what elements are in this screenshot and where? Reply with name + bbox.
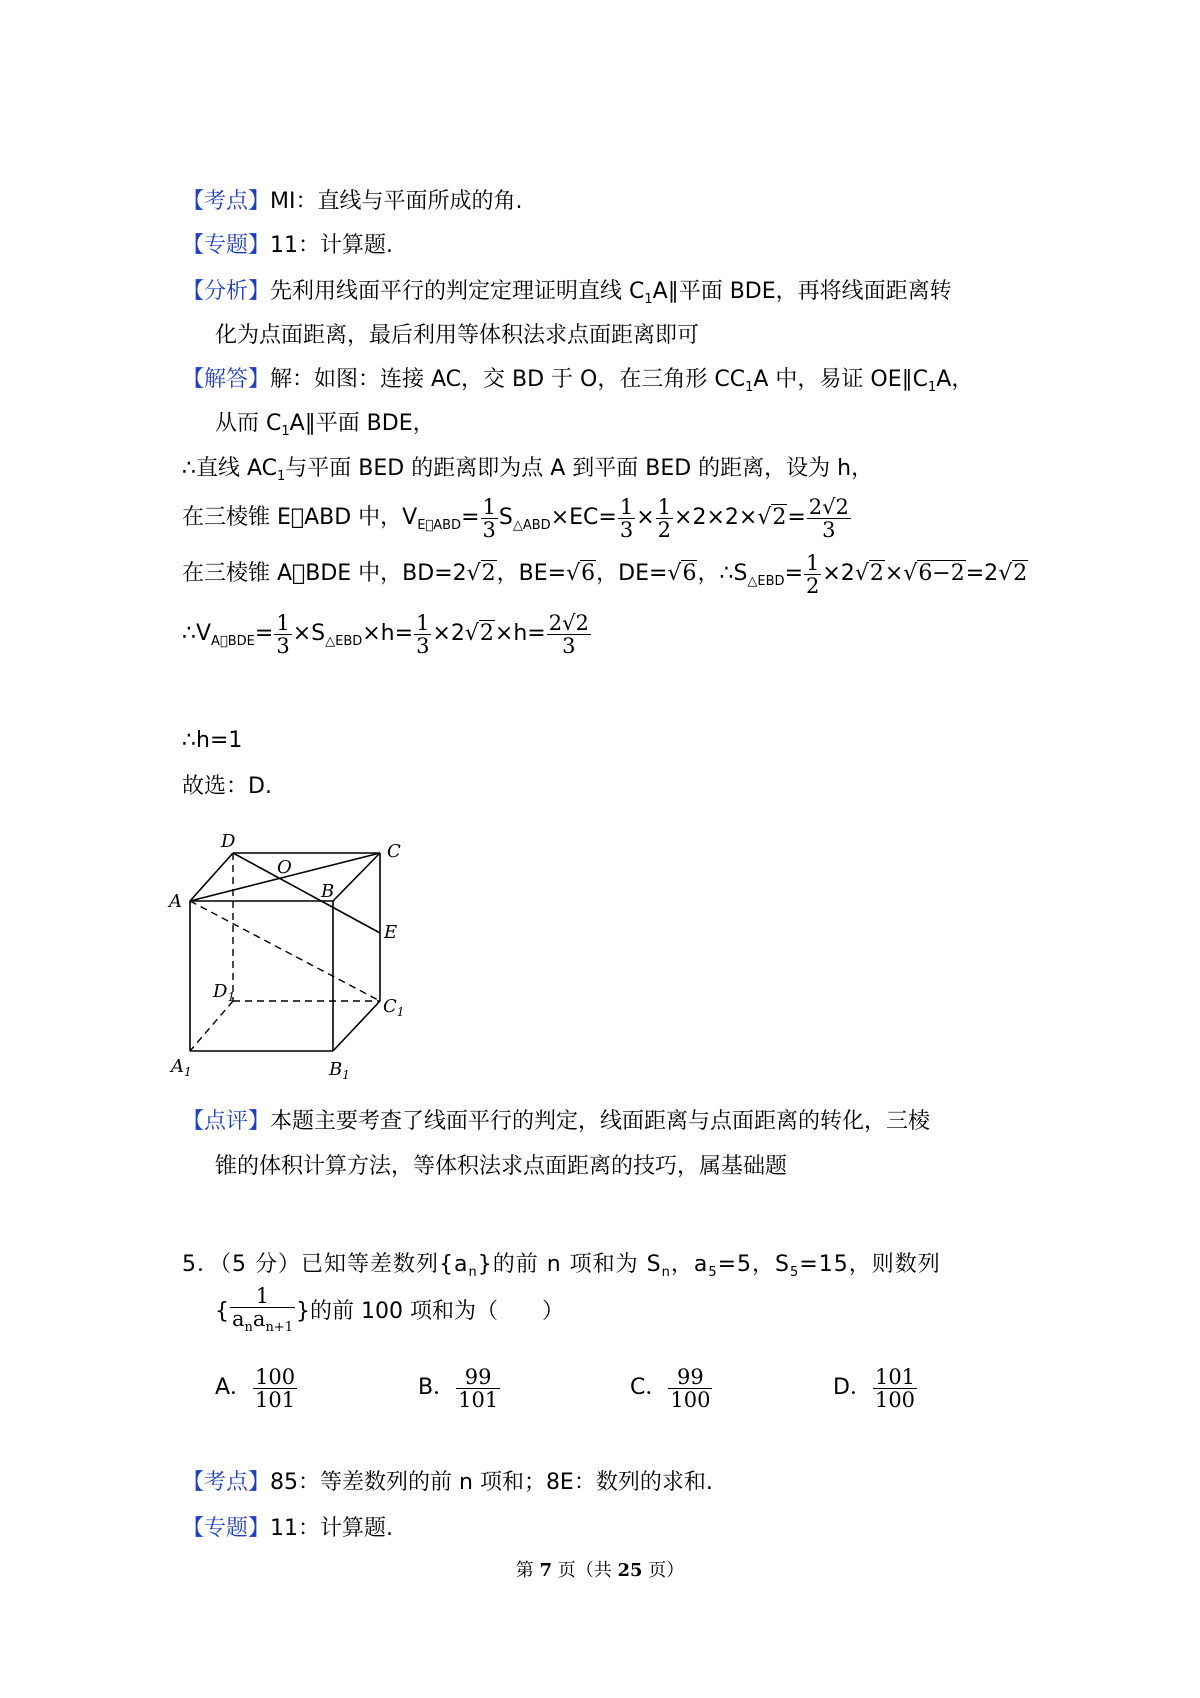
fraction-one-half: $\frac{1}{2}$: [657, 494, 672, 542]
sqrt-6: √6: [566, 561, 596, 586]
label-A: A: [169, 891, 182, 912]
question-5-line-2: [215, 1284, 564, 1340]
line6-d: ×h=: [362, 621, 414, 646]
fraction-one-third: $\frac{1}{3}$: [482, 494, 496, 542]
option-a-label: A．: [215, 1375, 253, 1400]
footer-middle: 页（共: [552, 1560, 618, 1581]
line6-sub: A￿BDE: [211, 634, 255, 649]
line4-d: ×2×2×: [674, 505, 758, 530]
line5-c: ，DE=: [596, 561, 668, 586]
option-d-label: D．: [833, 1375, 872, 1400]
fenxi-line: [182, 277, 952, 315]
zhuanti-text-2: 11：计算题.: [270, 1516, 394, 1541]
question-5-stem: [182, 1250, 941, 1288]
line4-sub2: △ABD: [512, 518, 551, 533]
dianping-text-b: 锥的体积计算方法，等体积法求点面距离的技巧，属基础题: [215, 1154, 788, 1179]
fenxi-text-b: A∥平面 BDE，再将线面距离转: [652, 279, 952, 304]
sqrt-6: √6: [667, 561, 697, 586]
label-B: B: [321, 881, 335, 902]
sub-1: 1: [281, 424, 290, 439]
line6-b: =: [254, 621, 274, 646]
q5-e: =15，则数列: [799, 1252, 941, 1277]
option-c-fraction: $\frac{99}{100}$: [670, 1364, 711, 1412]
sub-5: 5: [708, 1265, 718, 1280]
kaodian-line: [182, 187, 522, 217]
S-symbol: S: [498, 505, 513, 530]
sub-1: 1: [277, 469, 286, 484]
line4-a: 在三棱锥 E￿ABD 中，V: [182, 505, 418, 530]
jieda-line-2: [215, 409, 435, 447]
line5-f: ×2: [822, 561, 855, 586]
jieda-line: [182, 365, 973, 403]
line5-g: ×: [884, 561, 904, 586]
edge-C1B1: [333, 1001, 380, 1051]
sub-1: 1: [644, 292, 653, 307]
line6-sub2: △EBD: [325, 634, 363, 649]
kaodian-tag: 【考点】: [182, 1470, 271, 1495]
option-b-label: B．: [418, 1375, 456, 1400]
solution-line-4: 在三棱锥 E￿ABD 中，$V_{E￿ABD}=$ $\frac{1}{3}$ $S_{\triangle ABD}\times EC=$ $\frac{1}{3}$ × $\frac{1}{2}$ ×2×2×√2= $\frac{2√2}{3}$: [182, 494, 849, 542]
sqrt-6-minus-2: √6−2: [903, 561, 965, 586]
sqrt-2: √2: [998, 561, 1028, 586]
label-B1: $B_1$: [329, 1059, 350, 1082]
solution-line-3: [182, 454, 873, 492]
edge-D1A1: [190, 1001, 233, 1051]
sqrt-2: √2: [466, 561, 496, 586]
line5-a: 在三棱锥 A￿BDE 中，BD=2: [182, 561, 467, 586]
jieda-line2-a: 从而 C: [215, 411, 282, 436]
line4-b: =: [461, 505, 480, 530]
solution-line-5: [182, 546, 1028, 610]
fraction-one-half: $\frac{1}{2}$: [806, 550, 820, 598]
option-d-fraction: $\frac{101}{100}$: [874, 1364, 916, 1412]
dianping-line-2: [215, 1152, 787, 1182]
line4-sub: E￿ABD: [417, 518, 462, 533]
q5-line2-b: }的前 100 项和为（ ）: [295, 1299, 564, 1324]
zhuanti-line-2: [182, 1514, 393, 1544]
footer-total-pages: 25: [617, 1560, 643, 1581]
line-DE: [233, 853, 380, 933]
q5-a: 5．（5 分）已知等差数列{a: [182, 1252, 469, 1277]
fraction-one-third: $\frac{1}{3}$: [276, 610, 290, 658]
label-C1: $C_1$: [383, 996, 405, 1019]
dianping-line: [182, 1107, 930, 1137]
label-C: C: [387, 841, 401, 862]
fraction-one-third: $\frac{1}{3}$: [416, 610, 430, 658]
zhuanti-text: 11：计算题.: [270, 233, 394, 258]
fraction-reciprocal-product: $\frac{1}{a_na_{n+1}}$: [232, 1284, 293, 1335]
jieda-text-b: A 中，易证 OE∥C: [753, 367, 928, 392]
page-footer: [0, 1556, 1200, 1582]
zhuanti-tag: 【专题】: [182, 1516, 271, 1541]
fenxi-tag: 【分析】: [182, 279, 271, 304]
label-A1: $A_1$: [171, 1056, 192, 1079]
line6-a: ∴V: [182, 621, 212, 646]
solution-line-6: [182, 606, 592, 670]
sub-n: n: [468, 1265, 478, 1280]
option-b[interactable]: [418, 1360, 501, 1416]
option-a-fraction: $\frac{100}{101}$: [255, 1364, 296, 1412]
line6-c: ×S: [292, 621, 326, 646]
fenxi-text-line2: 化为点面距离，最后利用等体积法求点面距离即可: [215, 323, 700, 348]
jieda-text-c: A，: [936, 367, 974, 392]
label-E: E: [384, 922, 398, 943]
kaodian-line-2: [182, 1468, 713, 1498]
jieda-tag: 【解答】: [182, 367, 271, 392]
line6-f: ×h=: [494, 621, 546, 646]
line6-e: ×2: [432, 621, 465, 646]
line4-c: ×EC=: [550, 505, 617, 530]
line5-sub: △EBD: [747, 574, 785, 589]
line5-d: ，∴S: [697, 561, 748, 586]
option-c[interactable]: [630, 1360, 713, 1416]
sub-n: n: [661, 1265, 671, 1280]
option-b-fraction: $\frac{99}{101}$: [458, 1364, 499, 1412]
solution-line-8: [182, 772, 272, 802]
footer-page-number: 7: [539, 1560, 552, 1581]
cube-figure: [169, 825, 455, 1095]
option-a[interactable]: [215, 1360, 298, 1416]
line3-a: ∴直线 AC: [182, 456, 278, 481]
label-D1: $D_1$: [213, 981, 236, 1004]
option-c-label: C．: [630, 1375, 668, 1400]
q5-c: ，a: [670, 1252, 709, 1277]
kaodian-text-2: 85：等差数列的前 n 项和；8E：数列的求和.: [270, 1470, 713, 1495]
line8: 故选：D.: [182, 774, 272, 799]
q5-brace-open: {: [215, 1299, 229, 1324]
solution-line-7: [182, 726, 242, 756]
option-d[interactable]: [833, 1360, 918, 1416]
line7: ∴h=1: [182, 728, 243, 753]
line5-h: =2: [965, 561, 999, 586]
line5-b: ，BE=: [496, 561, 567, 586]
fraction-two-root2-third: $\frac{2√2}{3}$: [548, 610, 589, 658]
footer-suffix: 页）: [642, 1560, 685, 1581]
jieda-line2-b: A∥平面 BDE，: [289, 411, 435, 436]
fenxi-line-2: [215, 321, 699, 351]
zhuanti-line: [182, 231, 393, 261]
kaodian-text: MI：直线与平面所成的角.: [270, 189, 523, 214]
footer-prefix: 第: [515, 1560, 540, 1581]
kaodian-tag: 【考点】: [182, 189, 271, 214]
q5-b: }的前 n 项和为 S: [477, 1252, 662, 1277]
q5-d: =5，S: [717, 1252, 791, 1277]
zhuanti-tag: 【专题】: [182, 233, 271, 258]
sqrt-2: √2: [464, 621, 494, 646]
label-D: D: [221, 831, 236, 852]
sub-5: 5: [790, 1265, 800, 1280]
edge-CB: [333, 853, 380, 901]
sqrt-2: √2: [757, 505, 787, 530]
label-O: O: [277, 857, 292, 878]
jieda-text-a: 解：如图：连接 AC，交 BD 于 O，在三角形 CC: [270, 367, 746, 392]
line5-e: =: [784, 561, 803, 586]
dianping-text-a: 本题主要考查了线面平行的判定，线面距离与点面距离的转化，三棱: [270, 1109, 931, 1134]
fraction-one-third: $\frac{1}{3}$: [619, 494, 634, 542]
sub-1: 1: [745, 380, 754, 395]
sub-1: 1: [928, 380, 937, 395]
line3-b: 与平面 BED 的距离即为点 A 到平面 BED 的距离，设为 h，: [285, 456, 874, 481]
sqrt-2: √2: [854, 561, 884, 586]
fraction-two-root2-third: $\frac{2√2}{3}$: [808, 494, 849, 542]
dianping-tag: 【点评】: [182, 1109, 271, 1134]
fenxi-text-a: 先利用线面平行的判定定理证明直线 C: [270, 279, 645, 304]
edge-AD: [190, 853, 233, 901]
